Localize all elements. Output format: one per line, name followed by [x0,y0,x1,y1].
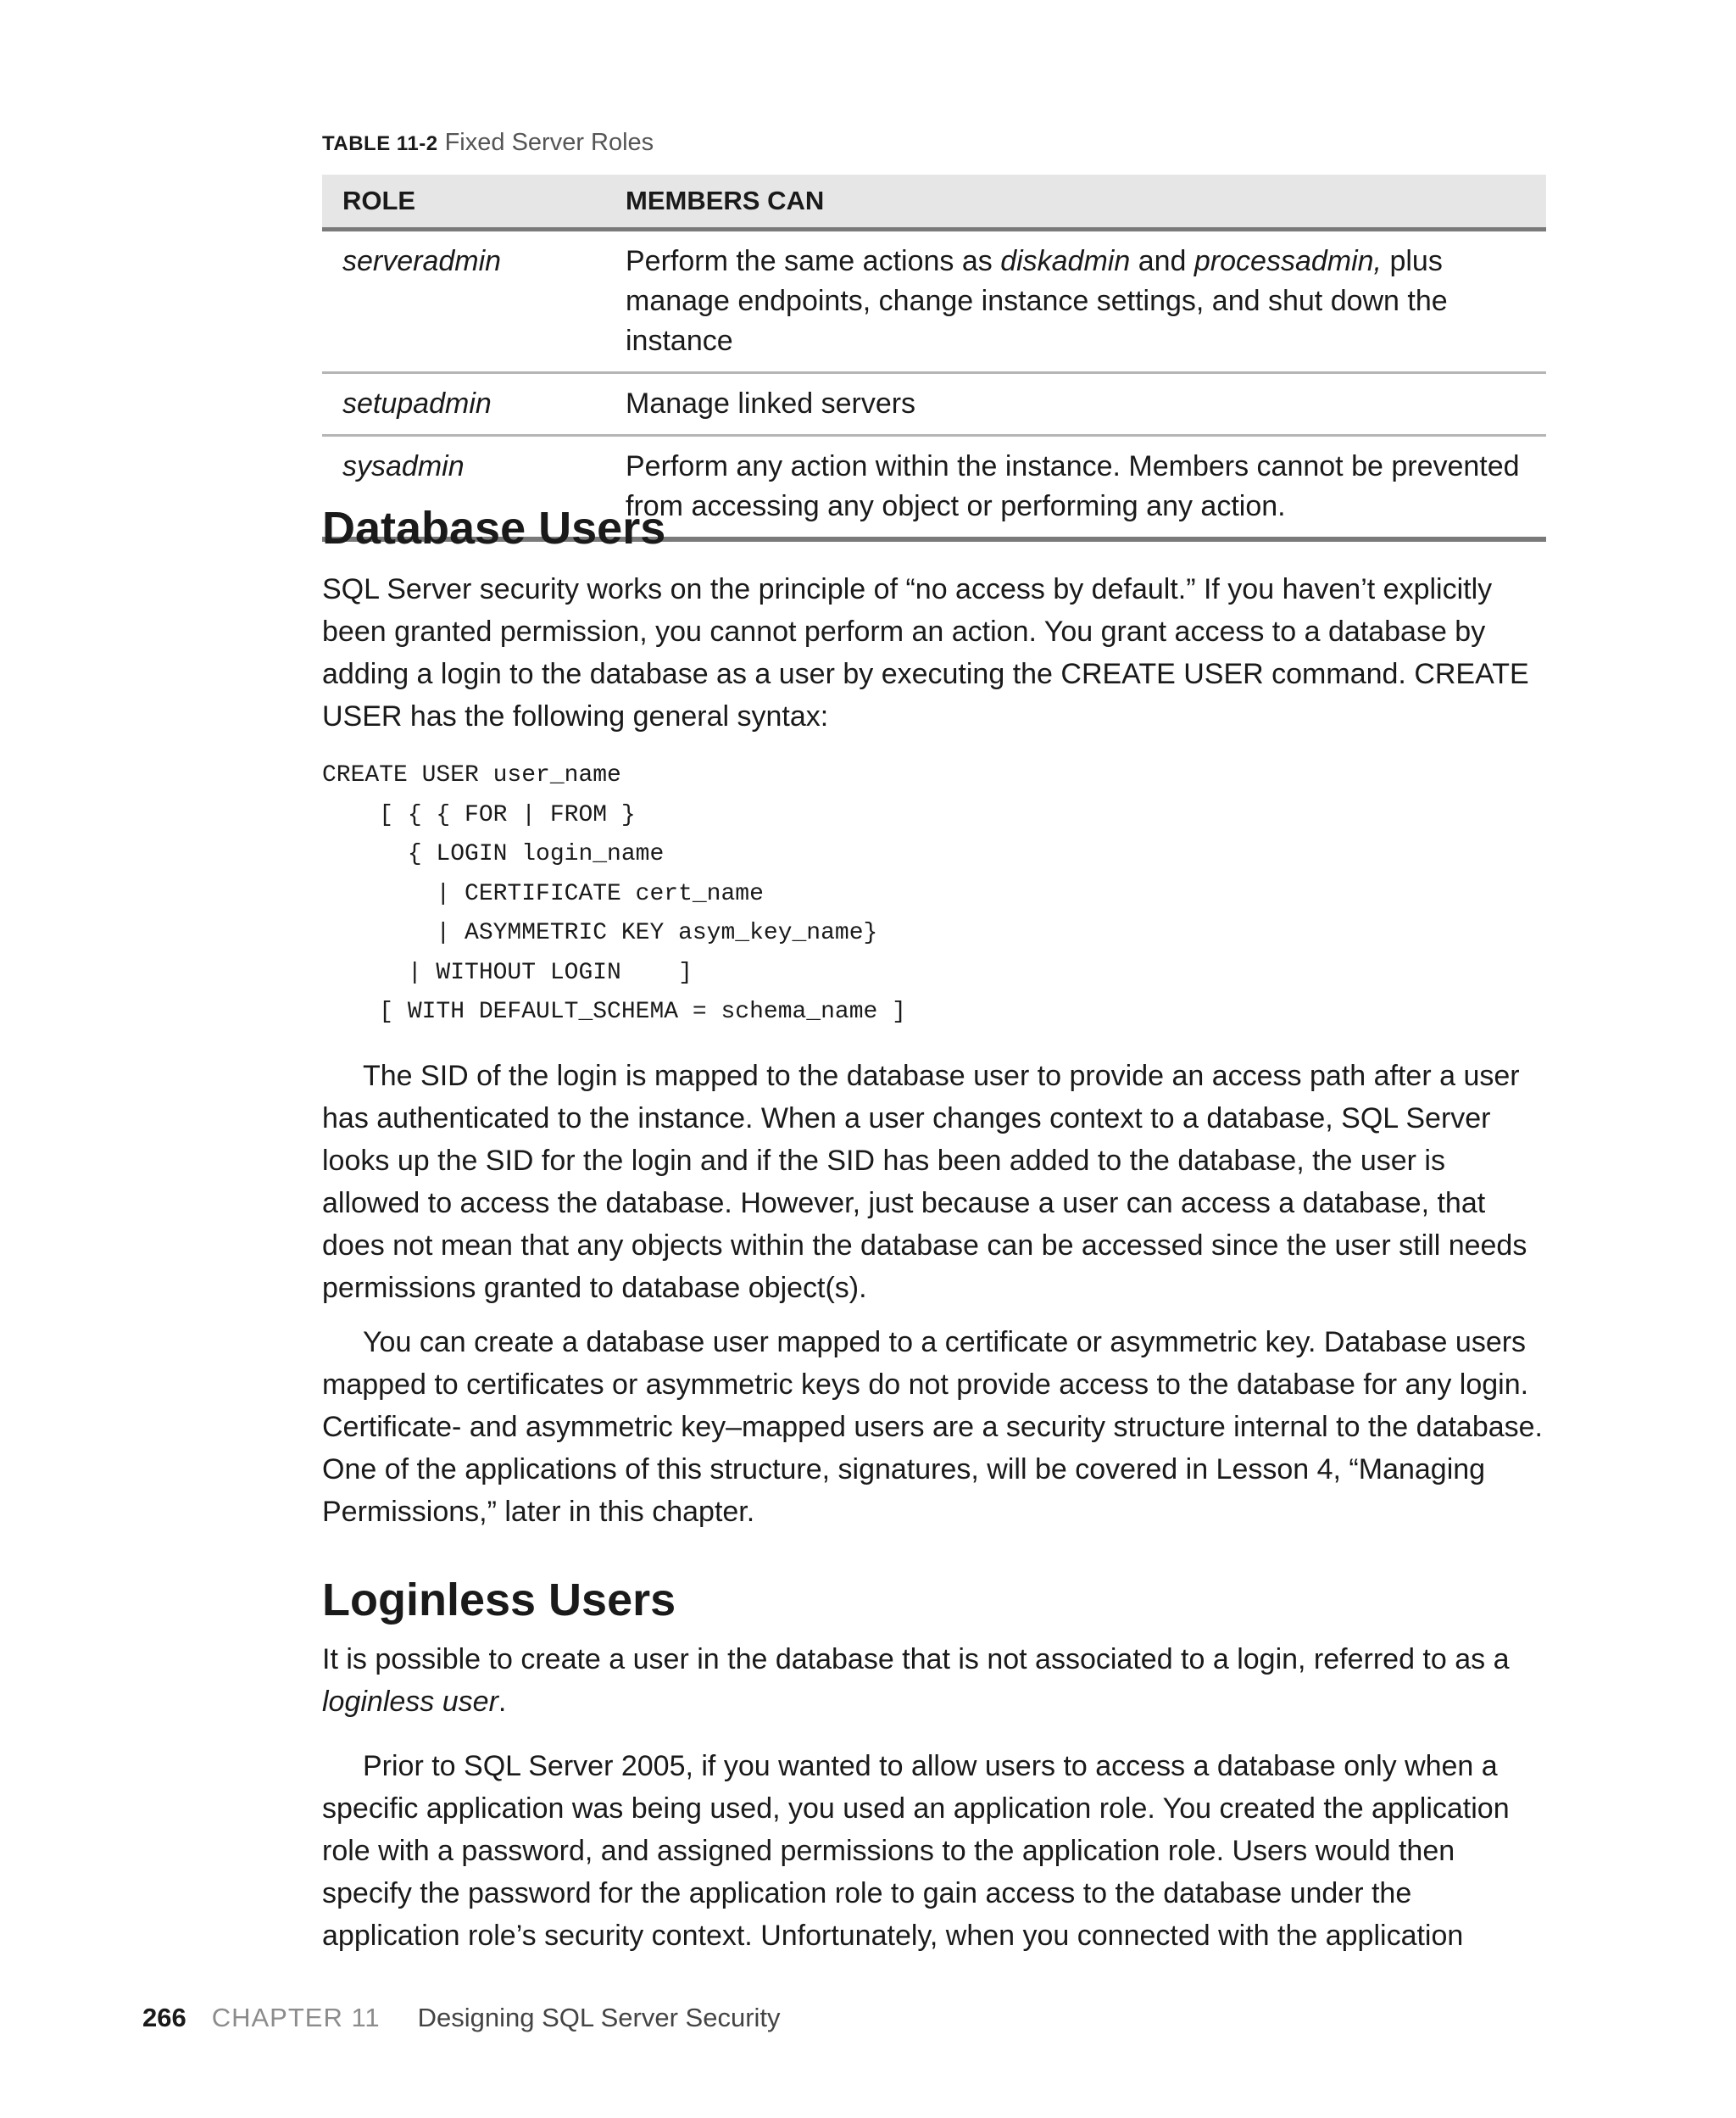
paragraph: Prior to SQL Server 2005, if you wanted to allow users to access a database only when a specific application was being used, you used an application role. You created the application role with a password, and assigned permissions to the application role. Users would then specify the password for the application role to gain access to the database under the application role’s security context. Unfortunately, when you connected with the application [322,1750,1510,1952]
chapter-title: Designing SQL Server Security [417,2003,781,2032]
table-title: Fixed Server Roles [444,129,654,156]
desc-text: plus manage endpoints, change instance settings, and shut down the instance [626,245,1448,357]
section-heading-database-users: Database Users [322,503,666,554]
role-cell: sysadmin [322,436,605,540]
create-user-syntax-code: CREATE USER user_name [ { { FOR | FROM } { LOGIN login_name | CERTIFICATE cert_name | ASYMMETRIC KEY asym_key_name} | WITHOUT LOGIN ] [ WITH DEFAULT_SCHEMA = schema_name ] [322,762,906,1025]
chapter-label: CHAPTER 11 [211,2003,381,2032]
desc-text: and [1130,245,1194,277]
header-members-can: MEMBERS CAN [605,175,1546,230]
desc-role-ref: diskadmin [1000,245,1131,277]
table-number: TABLE 11-2 [322,132,438,155]
table-caption [322,129,1546,157]
paragraph: You can create a database user mapped to a certificate or asymmetric key. Database users mapped to certificates or asymmetric keys do not provide access to the database for any login. Certificate- and asymmetric key–mapped users are a security structure internal to the database. One of the applications of this structure, signatures, will be covered in Lesson 4, “Managing Permissions,” later in this chapter. [322,1326,1544,1528]
paragraph: SQL Server security works on the principle of “no access by default.” If you haven’t explicitly been granted permission, you cannot perform an action. You grant access to a database by adding a login to the database as a user by executing the CREATE USER command. CREATE USER has the following general syntax: [322,573,1529,733]
paragraph [322,1638,1546,1723]
paragraph-text: It is possible to create a user in the database that is not associated to a login, referred to as a [322,1643,1510,1675]
table-header-row [322,175,1546,230]
role-cell: setupadmin [322,373,605,436]
header-role: ROLE [322,175,605,230]
fixed-server-roles-table [322,175,1546,542]
paragraph: The SID of the login is mapped to the database user to provide an access path after a user has authenticated to the instance. When a user changes context to a database, SQL Server looks up the SID for the login and if the SID has been added to the database, the user is allowed to access the database. However, just because a user can access a database, that does not mean that any objects within the database can be accessed since the user still needs permissions granted to database object(s). [322,1060,1527,1304]
members-can-cell [605,230,1546,373]
page-footer [142,2003,781,2033]
table-row [322,373,1546,436]
page-number: 266 [142,2003,186,2032]
members-can-cell: Perform any action within the instance. Members cannot be prevented from accessing any object or performing any action. [605,436,1546,540]
table-row [322,230,1546,373]
desc-role-ref: processadmin, [1194,245,1382,277]
term-loginless-user: loginless user [322,1686,498,1718]
section-heading-loginless-users: Loginless Users [322,1575,676,1625]
desc-text: Perform the same actions as [626,245,1001,277]
role-cell: serveradmin [322,230,605,373]
members-can-cell: Manage linked servers [605,373,1546,436]
paragraph-text: . [498,1686,507,1718]
